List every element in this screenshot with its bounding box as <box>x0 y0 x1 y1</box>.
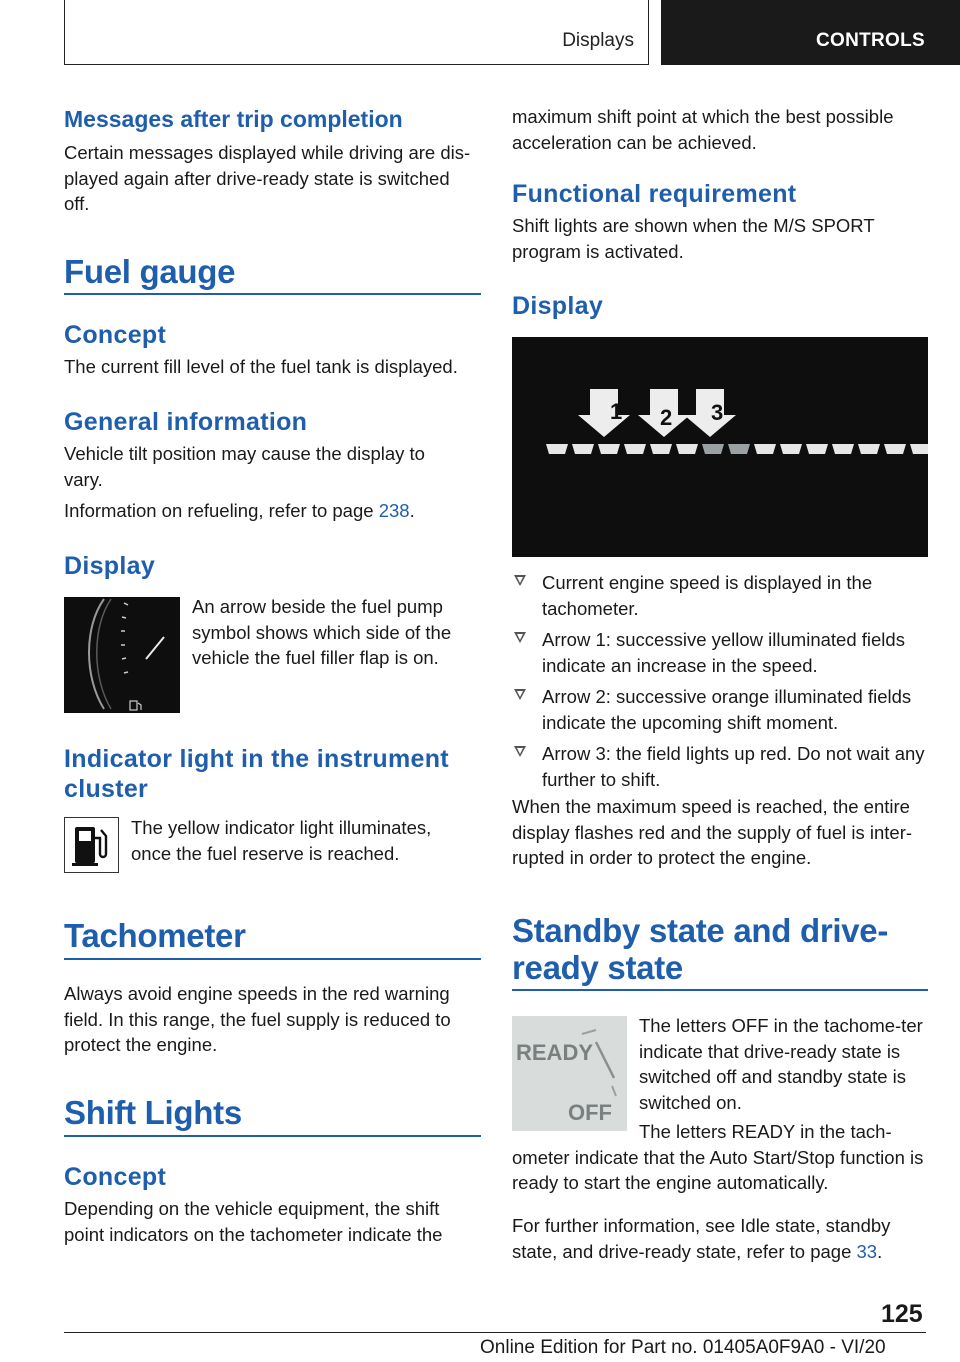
shift-light-segment <box>676 444 698 454</box>
bullet-triangle-icon <box>514 632 526 643</box>
chapter-tab <box>661 0 960 65</box>
refuel-page-link[interactable]: 238 <box>378 500 410 521</box>
standby-text-1: The letters OFF in the tachome-ter indicate that drive-ready state is switched off and standby state is switched on. <box>639 1015 923 1113</box>
standby-heading-line2: ready state <box>512 949 683 986</box>
bullet-item <box>512 741 928 792</box>
standby-text-2: The letters READY in the tach-ometer indicate that the Auto Start/Stop function is ready to start the engine automatically. <box>512 1121 924 1193</box>
tach-rule <box>64 958 481 960</box>
concept-block <box>64 320 481 380</box>
footer-rule <box>64 1332 926 1333</box>
further-page-link[interactable]: 33 <box>856 1240 878 1262</box>
header-box <box>64 0 649 65</box>
shift-lights-heading: Shift Lights <box>64 1094 242 1131</box>
arrow-label-3: 3 <box>711 400 724 425</box>
ready-off-graphic <box>512 1016 627 1131</box>
refuel-prefix: Information on refueling, refer to page <box>64 500 379 521</box>
arrow-label-2: 2 <box>660 405 673 430</box>
fuel-rule <box>64 293 481 295</box>
bullet-item <box>512 570 928 621</box>
bullet-text: Arrow 2: successive orange illuminated fields indicate the upcoming shift moment. <box>542 686 912 733</box>
shift-light-segment <box>806 444 828 454</box>
display-heading: Display <box>64 552 156 580</box>
tach-text: Always avoid engine speeds in the red warning field. In this range, the fuel supply is reduced to protect the engine. <box>64 983 451 1055</box>
ready-off-image <box>512 1016 627 1131</box>
general-heading: General information <box>64 408 308 436</box>
concept-heading: Concept <box>64 321 167 349</box>
further-suffix: . <box>877 1240 883 1262</box>
bullet-text: Arrow 1: successive yellow illuminated fields indicate an increase in the speed. <box>542 629 905 676</box>
bullet-text: Arrow 3: the field lights up red. Do not wait any further to shift. <box>542 743 925 790</box>
trip-heading: Messages after trip completion <box>64 106 403 132</box>
shift-rule <box>64 1135 481 1137</box>
shift-light-segment <box>728 444 750 454</box>
standby-text-2-wrap <box>512 1119 928 1196</box>
shift-light-segment <box>572 444 594 454</box>
func-heading: Functional requirement <box>512 180 797 208</box>
indicator-heading: Indicator light in the instrument cluster <box>64 745 449 803</box>
fuel-pump-icon <box>64 817 119 873</box>
indicator-block <box>64 744 481 804</box>
shift-light-segment <box>884 444 906 454</box>
refuel-ref <box>64 498 464 524</box>
concept-text: The current fill level of the fuel tank is displayed. <box>64 356 458 377</box>
shift-lights-graphic <box>512 337 928 557</box>
bullet-item <box>512 684 928 735</box>
shift-light-segment <box>546 444 568 454</box>
max-speed-text: When the maximum speed is reached, the entire display flashes red and the supply of fuel is inter-rupted in order to protect the engine. <box>512 796 913 868</box>
right-display-heading: Display <box>512 292 604 320</box>
fuel-gauge-heading: Fuel gauge <box>64 253 236 290</box>
shift-bullets <box>512 570 928 871</box>
standby-rule <box>512 989 928 991</box>
page-number: 125 <box>881 1300 923 1328</box>
standby-heading-line1: Standby state and drive- <box>512 912 889 949</box>
section-title: Displays <box>562 30 634 51</box>
func-block <box>512 179 928 264</box>
shift-light-segment <box>754 444 776 454</box>
fuel-section <box>64 253 481 291</box>
shift-concept-block <box>64 1162 474 1247</box>
trip-text: Certain messages displayed while driving are dis-played again after drive-ready state is switched off. <box>64 142 471 214</box>
bullet-text: Current engine speed is displayed in the tachometer. <box>542 572 873 619</box>
right-display-heading-wrap <box>512 291 603 321</box>
arrow-label-1: 1 <box>610 399 623 424</box>
shift-concept-heading: Concept <box>64 1163 167 1191</box>
bullet-triangle-icon <box>514 689 526 700</box>
fuel-gauge-graphic <box>64 597 180 713</box>
cont-text: maximum shift point at which the best possible acceleration can be achieved. <box>512 106 894 153</box>
shift-light-segments <box>546 444 928 454</box>
general-block <box>64 407 464 524</box>
shift-light-segment <box>702 444 724 454</box>
edition-line: Online Edition for Part no. 01405A0F9A0 - VI/20 <box>480 1337 886 1358</box>
fuel-gauge-image <box>64 597 180 713</box>
bullet-triangle-icon <box>514 746 526 757</box>
bullet-triangle-icon <box>514 575 526 586</box>
off-text: OFF <box>568 1100 612 1125</box>
shift-lights-image <box>512 337 928 557</box>
ready-text: READY <box>516 1040 594 1065</box>
tach-section <box>64 917 481 955</box>
func-text: Shift lights are shown when the M/S SPORT program is activated. <box>512 215 875 262</box>
shift-light-segment <box>832 444 854 454</box>
further-prefix: For further information, see Idle state, standby state, and drive-ready state, refer to page <box>512 1215 891 1262</box>
indicator-text: The yellow indicator light illuminates, once the fuel reserve is reached. <box>131 817 432 864</box>
shift-concept-text: Depending on the vehicle equipment, the shift point indicators on the tachometer indicate the <box>64 1198 443 1245</box>
bullet-item <box>512 627 928 678</box>
shift-light-segment <box>650 444 672 454</box>
standby-section <box>512 912 928 986</box>
tachometer-heading: Tachometer <box>64 917 246 954</box>
shift-light-segment <box>780 444 802 454</box>
refuel-suffix: . <box>409 500 415 521</box>
left-column <box>64 104 481 217</box>
general-text: Vehicle tilt position may cause the display to vary. <box>64 443 425 490</box>
fuel-pump-graphic <box>65 818 118 872</box>
shift-light-segment <box>858 444 880 454</box>
chapter-title: CONTROLS <box>816 30 926 51</box>
shift-section <box>64 1094 481 1132</box>
display-heading-wrap <box>64 551 155 581</box>
shift-light-segment <box>910 444 928 454</box>
display-text: An arrow beside the fuel pump symbol shows which side of the vehicle the fuel filler flap is on. <box>192 596 452 668</box>
shift-light-segment <box>624 444 646 454</box>
further-ref <box>512 1213 922 1264</box>
shift-light-segment <box>598 444 620 454</box>
